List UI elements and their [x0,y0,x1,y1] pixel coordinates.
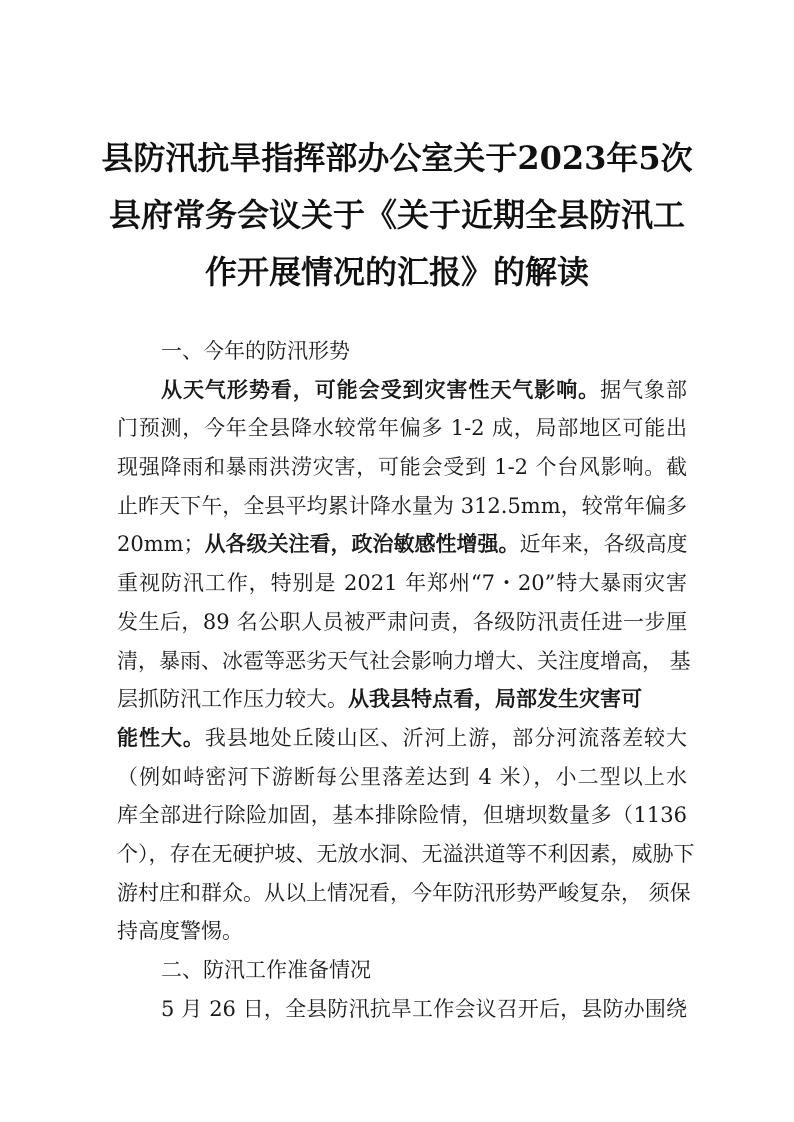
section-heading-1: 一、今年的防汛形势 [161,339,350,363]
bold-phrase: 能性大。 [117,725,205,750]
document-title [100,130,694,301]
text-span: 近年来，各级高度 [519,532,688,557]
paragraph-line: 重视防汛工作，特别是 2021 年郑州“7・20”特大暴雨灾害 [117,571,687,596]
paragraph-line: 发生后，89 名公职人员被严肃问责，各级防汛责任进一步厘 [117,609,687,634]
title-line-2: 县府常务会议关于《关于近期全县防汛工 [108,196,685,234]
text-span: 我县地处丘陵山区、沂河上游，部分河流落差较大 [204,725,688,750]
document-body [117,332,695,1028]
paragraph-line: 现强降雨和暴雨洪涝灾害，可能会受到 1-2 个台风影响。截 [117,455,687,480]
text-span: 据气象部 [600,377,688,402]
title-line-3: 作开展情况的汇报》的解读 [204,253,589,291]
text-span: 层抓防汛工作压力较大。 [117,687,348,712]
paragraph-line: 游村庄和群众。从以上情况看，今年防汛形势严峻复杂， 须保 [117,880,691,905]
paragraph-line: 5 月 26 日，全县防汛抗旱工作会议召开后，县防办围绕 [161,996,687,1021]
paragraph-line [117,719,687,758]
text-span: 20mm； [117,532,205,557]
bold-phrase: 从我县特点看，局部发生灾害可 [348,687,642,712]
paragraph-line [117,680,687,719]
paragraph-line: 清，暴雨、冰雹等恶劣天气社会影响力增大、关注度增高， 基 [117,648,691,673]
bold-phrase: 从各级关注看，政治敏感性增强。 [204,532,520,557]
section-heading-2: 二、防汛工作准备情况 [161,958,371,982]
paragraph-line: （例如峙密河下游断每公里落差达到 4 米），小二型以上水 [117,764,687,789]
paragraph-line: 止昨天下午，全县平均累计降水量为 312.5mm，较常年偏多 [117,493,687,518]
bold-phrase: 从天气形势看，可能会受到灾害性天气影响。 [161,377,601,402]
paragraph-line: 门预测，今年全县降水较常年偏多 1-2 成，局部地区可能出 [117,416,687,441]
paragraph-line [117,371,687,410]
paragraph-line: 持高度警惕。 [117,919,243,944]
paragraph-line: 库全部进行除险加固，基本排除险情，但塘坝数量多（1136 [117,803,687,828]
paragraph-line: 个），存在无硬护坡、无放水洞、无溢洪道等不利因素，威胁下 [117,841,695,866]
paragraph-line [117,525,687,564]
title-line-1: 县防汛抗旱指挥部办公室关于2023年5次 [101,139,693,177]
